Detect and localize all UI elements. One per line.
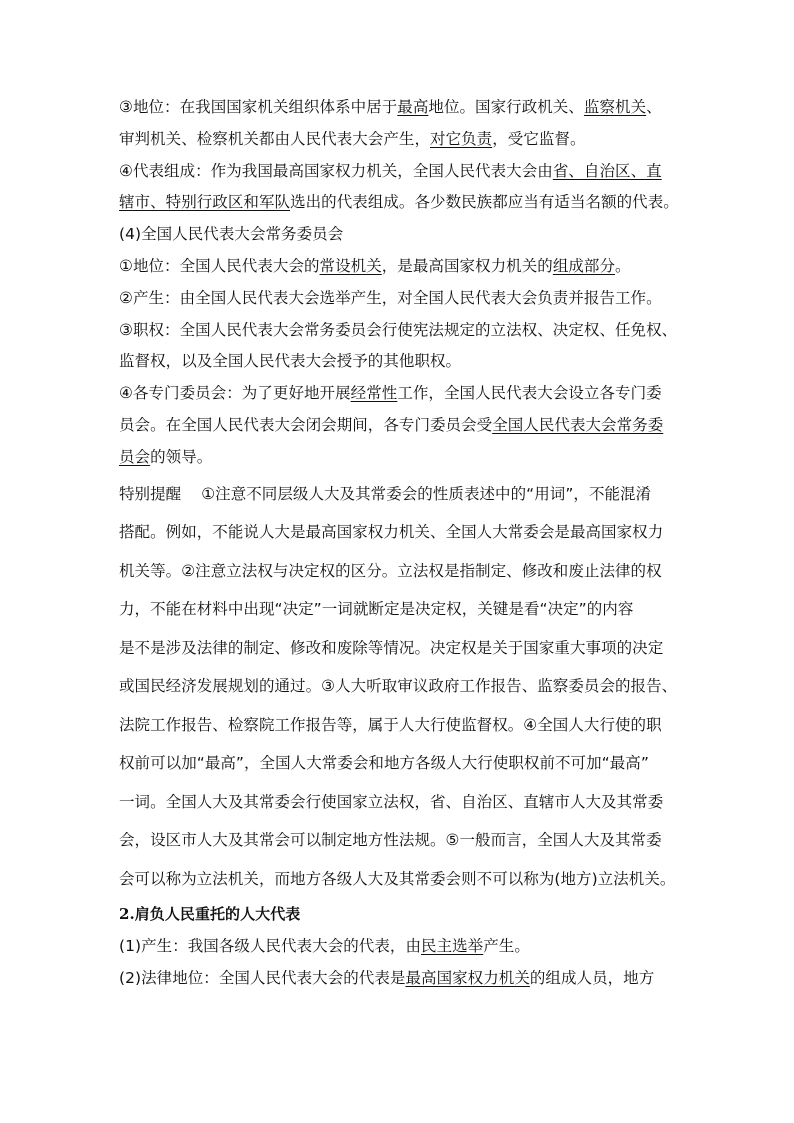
text-segment: ，是最高国家权力机关的	[381, 256, 553, 275]
text-segment: 地位。国家行政机关、	[428, 98, 584, 116]
underlined-term: 最高国家权力机关	[405, 968, 530, 987]
text-segment: 。	[615, 256, 631, 275]
tip-line: 权前可以加“最高”，全国人大常委会和地方各级人大行使职权前不可加“最高”	[119, 754, 649, 773]
section-deputies	[119, 899, 677, 994]
tip-line: 机关等。②注意立法权与决定权的区分。立法权是指制定、修改和废止法律的权	[119, 561, 662, 580]
paragraph-committee-powers-line-1: ③职权：全国人民代表大会常务委员会行使宪法规定的立法权、决定权、任免权、	[119, 320, 678, 339]
subsection-heading-standing-committee: (4)全国人民代表大会常务委员会	[119, 225, 344, 244]
paragraph-committee-origin: ②产生：由全国人民代表大会选举产生，对全国人民代表大会负责并报告工作。	[119, 288, 662, 307]
text-segment: 、	[646, 98, 662, 116]
paragraph-committee-status	[119, 251, 677, 283]
underlined-term: 员会	[119, 447, 151, 466]
underlined-term: 常设机关	[319, 256, 382, 275]
tip-line: 一词。全国人大及其常委会行使国家立法权，省、自治区、直辖市人大及其常委	[119, 792, 664, 811]
tip-text: ①注意不同层级人大及其常委会的性质表述中的“用词”，不能混淆	[201, 484, 652, 503]
underlined-term: 民主选举	[421, 936, 484, 955]
text-segment: ④代表组成：作为我国最高国家权力机关，全国人民代表大会由	[119, 161, 553, 180]
paragraph-representatives-line-1	[119, 156, 677, 188]
underlined-term: 经常性	[350, 384, 398, 403]
tip-line: 搭配。例如，不能说人大是最高国家权力机关、全国人大常委会是最高国家权力	[119, 523, 664, 542]
content-block-npc	[119, 92, 677, 474]
tip-line: 力，不能在材料中出现“决定”一词就断定是决定权，关键是看“决定”的内容	[119, 600, 634, 619]
tip-line: 会，设区市人大及其常会可以制定地方性法规。⑤一般而言，全国人大及其常委	[119, 831, 662, 850]
text-segment: ④各专门委员会：为了更好地开展	[119, 384, 351, 403]
underlined-term: 全国人民代表大会常务委	[492, 415, 664, 434]
tip-label: 特别提醒	[119, 484, 182, 503]
underlined-term: 辖市、特别行政区和军队	[119, 193, 291, 212]
section-heading-deputies: 2.肩负人民重托的人大代表	[119, 905, 301, 924]
paragraph-special-committees-line-2	[119, 410, 677, 442]
text-segment: 的组成人员，地方	[529, 968, 655, 987]
underlined-term: 组成部分	[552, 256, 616, 275]
special-reminder-box	[119, 475, 677, 899]
text-segment: 工作，全国人民代表大会设立各专门委	[397, 384, 662, 403]
text-segment: 的领导。	[150, 447, 213, 466]
text-segment: (2)法律地位：全国人民代表大会的代表是	[119, 968, 406, 987]
paragraph-deputies-legal-status	[119, 963, 677, 995]
text-segment: 产生。	[483, 936, 530, 955]
paragraph-representatives-line-2	[119, 187, 677, 219]
text-segment: ①地位：全国人民代表大会的	[119, 256, 320, 275]
tip-line: 是不是涉及法律的制定、修改和废除等情况。决定权是关于国家重大事项的决定	[119, 638, 664, 657]
underlined-term: 对它负责	[430, 129, 493, 148]
text-segment: ③地位：在我国国家机关组织体系中居于	[119, 98, 398, 116]
text-segment: ，受它监督。	[492, 129, 586, 148]
text-segment: 审判机关、检察机关都由人民代表大会产生，	[119, 129, 431, 148]
paragraph-special-committees-line-3	[119, 442, 677, 474]
underlined-term: 最高	[397, 98, 429, 116]
text-segment: 选出的代表组成。各少数民族都应当有适当名额的代表。	[290, 193, 679, 212]
text-segment: 员会。在全国人民代表大会闭会期间，各专门委员会受	[119, 415, 493, 434]
underlined-term: 省、自治区、直	[552, 161, 662, 180]
tip-line: 或国民经济发展规划的通过。③人大听取审议政府工作报告、监察委员会的报告、	[119, 677, 678, 696]
tip-line: 会可以称为立法机关，而地方各级人大及其常委会则不可以称为(地方)立法机关。	[119, 869, 676, 888]
paragraph-status-line-2	[119, 124, 677, 156]
underlined-term: 监察机关	[583, 98, 647, 116]
paragraph-deputies-origin	[119, 931, 677, 963]
document-page	[119, 92, 677, 994]
paragraph-special-committees-line-1	[119, 378, 677, 410]
paragraph-status-line-1	[119, 92, 677, 124]
text-segment: (1)产生：我国各级人民代表大会的代表，由	[119, 936, 422, 955]
paragraph-committee-powers-line-2: 监督权，以及全国人民代表大会授予的其他职权。	[119, 352, 462, 371]
tip-line	[119, 475, 677, 514]
tip-line: 法院工作报告、检察院工作报告等，属于人大行使监督权。④全国人大行使的职	[119, 715, 662, 734]
